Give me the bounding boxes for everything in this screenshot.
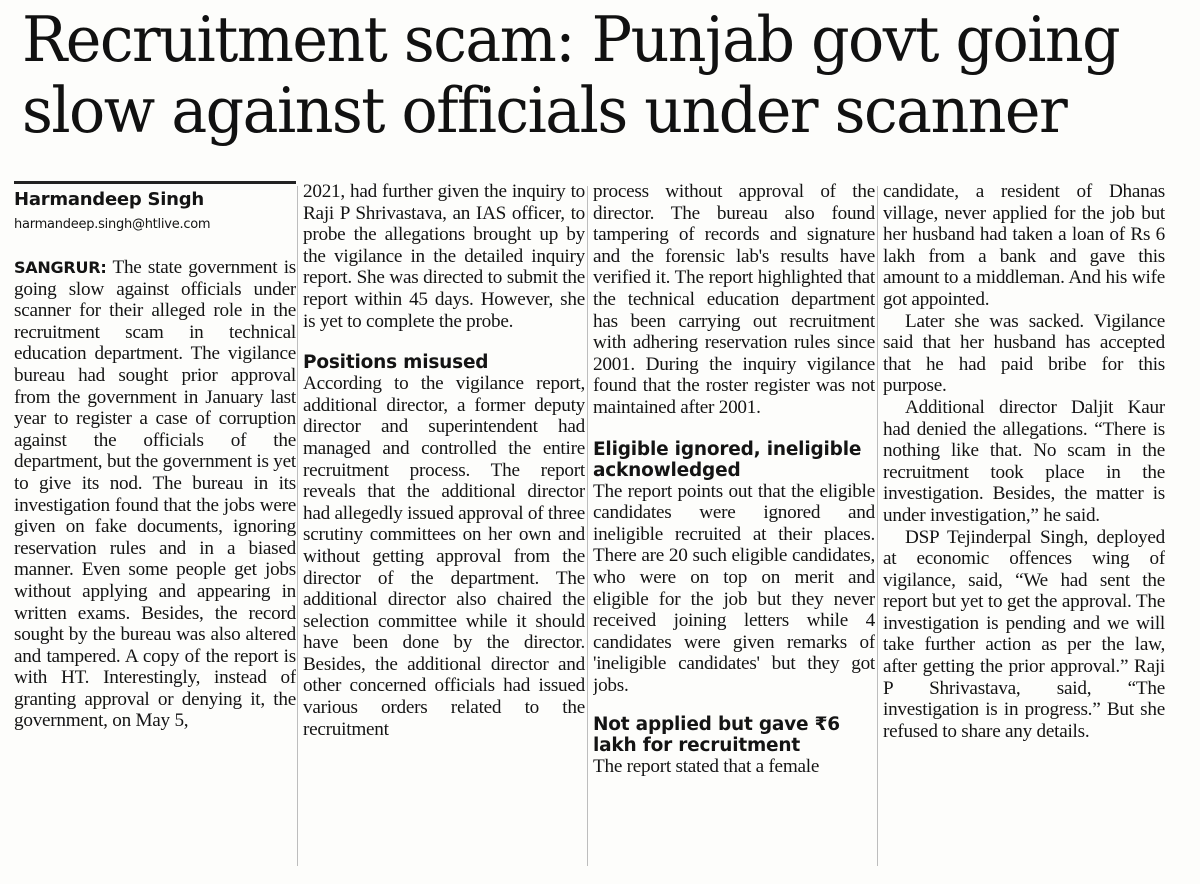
headline: Recruitment scam: Punjab govt going slow against officials under scanner bbox=[22, 3, 1120, 147]
article-column-4 bbox=[883, 181, 1165, 871]
article-paragraph bbox=[14, 257, 296, 732]
byline-name: Harmandeep Singh bbox=[14, 189, 204, 210]
article-column-1 bbox=[14, 181, 296, 871]
column-divider bbox=[587, 186, 588, 866]
article-paragraph: 2021, had further given the inquiry to Raji P Shrivastava, an IAS officer, to probe the allegations brought up by the vigilance in the detailed inquiry report. She was directed to submit the report within 45 days. However, she is yet to complete the probe. bbox=[303, 181, 585, 332]
article-paragraph: Additional director Daljit Kaur had denied the allegations. “There is nothing like that. No scam in the recruitment took place in the investigation. Besides, the matter is under investigation,” he said. bbox=[883, 396, 1165, 526]
article-paragraph: Later she was sacked. Vigilance said that her husband has accepted that he had paid bribe for this purpose. bbox=[883, 310, 1165, 397]
article-paragraph: candidate, a resident of Dhanas village, never applied for the job but her husband had taken a loan of Rs 6 lakh from a bank and gave this amount to a middleman. And his wife got appointed. bbox=[883, 181, 1165, 310]
dateline: SANGRUR: bbox=[14, 258, 107, 277]
article-paragraph: The report points out that the eligible candidates were ignored and ineligible recruited at their places. There are 20 such eligible candidates, who were on top on merit and eligible for the job but they never received joining letters while 4 candidates were given remarks of 'ineligible candidates' but they got jobs. bbox=[593, 480, 875, 696]
article-column-2 bbox=[303, 181, 585, 871]
byline-email: harmandeep.singh@htlive.com bbox=[14, 217, 211, 232]
article-paragraph: The report stated that a female bbox=[593, 756, 820, 778]
column-divider bbox=[297, 186, 298, 866]
column-divider bbox=[877, 186, 878, 866]
article-paragraph: process without approval of the director. The bureau also found tampering of records and signature and the forensic lab's results have verified it. The report highlighted that the technical education department has been carrying out recruitment with adhering reservation rules since 2001. During the inquiry vigilance found that the roster register was not maintained after 2001. bbox=[593, 181, 875, 418]
paragraph-text: The state government is going slow against officials under scanner for their alleged role in the recruitment scam in technical education department. The vigilance bureau had sought prior approval from the government in January last year to register a case of corruption against the officials of the department, but the government is yet to give its nod. The bureau in its investigation found that the jobs were given on fake documents, ignoring reservation rules and in a biased manner. Even some people get jobs without applying and appearing in written exams. Besides, the record sought by the bureau was also altered and tampered. A copy of the report is with HT. Interestingly, instead of granting approval or denying it, the government, on May 5, bbox=[14, 257, 296, 732]
article-paragraph: DSP Tejinderpal Singh, deployed at economic offences wing of vigilance, said, “We had sent the report but yet to get the approval. The investigation is pending and we will take further action as per the law, after getting the prior approval.” Raji P Shrivastava, said, “The investigation is in progress.” But she refused to share any details. bbox=[883, 526, 1165, 742]
subheading-eligible-ignored: Eligible ignored, ineligible acknowledged bbox=[593, 438, 862, 481]
subheading-positions-misused: Positions misused bbox=[303, 352, 489, 374]
subheading-not-applied: Not applied but gave ₹6 lakh for recruitment bbox=[593, 714, 840, 757]
article-column-3 bbox=[593, 181, 875, 871]
article-paragraph: According to the vigilance report, additional director, a former deputy director and superintendent had managed and controlled the entire recruitment process. The report reveals that the additional director had allegedly issued approval of three scrutiny committees on her own and without getting approval from the director of the department. The additional director also chaired the selection committee while it should have been done by the director. Besides, the additional director and other concerned officials had issued various orders related to the recruitment bbox=[303, 373, 585, 740]
